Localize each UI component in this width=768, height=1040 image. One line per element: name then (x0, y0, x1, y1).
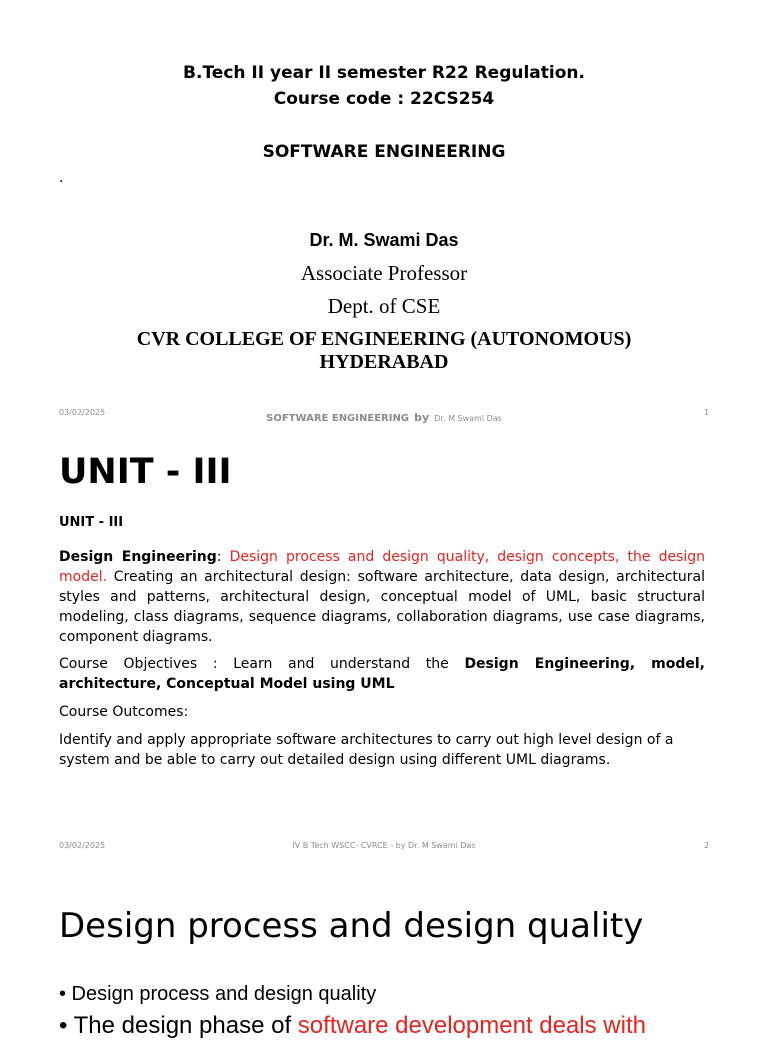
design-topics-rest: Creating an architectural design: software architecture, data design, architectural styles and patterns, architectural design, conceptual model of UML, basic structural modeling, class diagrams, sequence diagrams, collaboration diagrams, use case diagrams, component diagrams. (59, 569, 705, 645)
slide1-footer-date: 03/02/2025 (59, 408, 106, 417)
program-line: B.Tech II year II semester R22 Regulation. (183, 63, 585, 83)
course-outcomes-label: Course Outcomes: (59, 704, 189, 720)
colon: : (216, 549, 222, 565)
slide1-footer-center (0, 406, 768, 425)
author-name: Dr. M. Swami Das (309, 230, 459, 250)
stray-dot: . (59, 170, 64, 186)
course-outcomes-text: Identify and apply appropriate software architectures to carry out high level design of a system and be able to carry out detailed design using different UML diagrams. (59, 732, 674, 768)
slide1-footer-title: SOFTWARE ENGINEERING (266, 413, 410, 424)
slide1-page-number: 1 (704, 408, 710, 417)
slide2-footer-date: 03/02/2025 (59, 841, 106, 850)
bullet2-start: • The design phase of (59, 1012, 292, 1039)
objectives-label: Course Objectives : Learn and understand the (59, 656, 449, 672)
course-title: SOFTWARE ENGINEERING (262, 142, 506, 162)
department: Dept. of CSE (327, 294, 441, 318)
slide2-page-number: 2 (704, 841, 710, 850)
course-code: Course code : 22CS254 (273, 89, 495, 109)
course-objectives (59, 654, 705, 694)
design-topics-red: Design process and design quality, design concepts, the design model. (59, 549, 706, 585)
college-city: HYDERABAD (319, 351, 449, 373)
slide3-title: Design process and design quality (59, 906, 644, 946)
unit-subheading: UNIT - III (59, 515, 124, 530)
design-engineering-paragraph (59, 547, 705, 647)
bullet2-red: software development deals with (297, 1012, 646, 1039)
unit-heading: UNIT - III (59, 452, 232, 492)
design-engineering-label: Design Engineering (59, 549, 217, 565)
bullet-item (59, 1012, 709, 1040)
designation: Associate Professor (300, 261, 468, 285)
slide1-footer-by: by (414, 411, 430, 424)
slide1-footer-author: Dr. M Swami Das (434, 414, 502, 423)
college-name: CVR COLLEGE OF ENGINEERING (AUTONOMOUS) (136, 328, 632, 350)
objectives-bold: Design Engineering, model, architecture, Conceptual Model using UML (59, 656, 705, 692)
slide2-footer-center: IV B Tech WSCC- CVRCE - by Dr. M Swami Das (292, 841, 476, 850)
bullet-item: • Design process and design quality (59, 983, 377, 1005)
